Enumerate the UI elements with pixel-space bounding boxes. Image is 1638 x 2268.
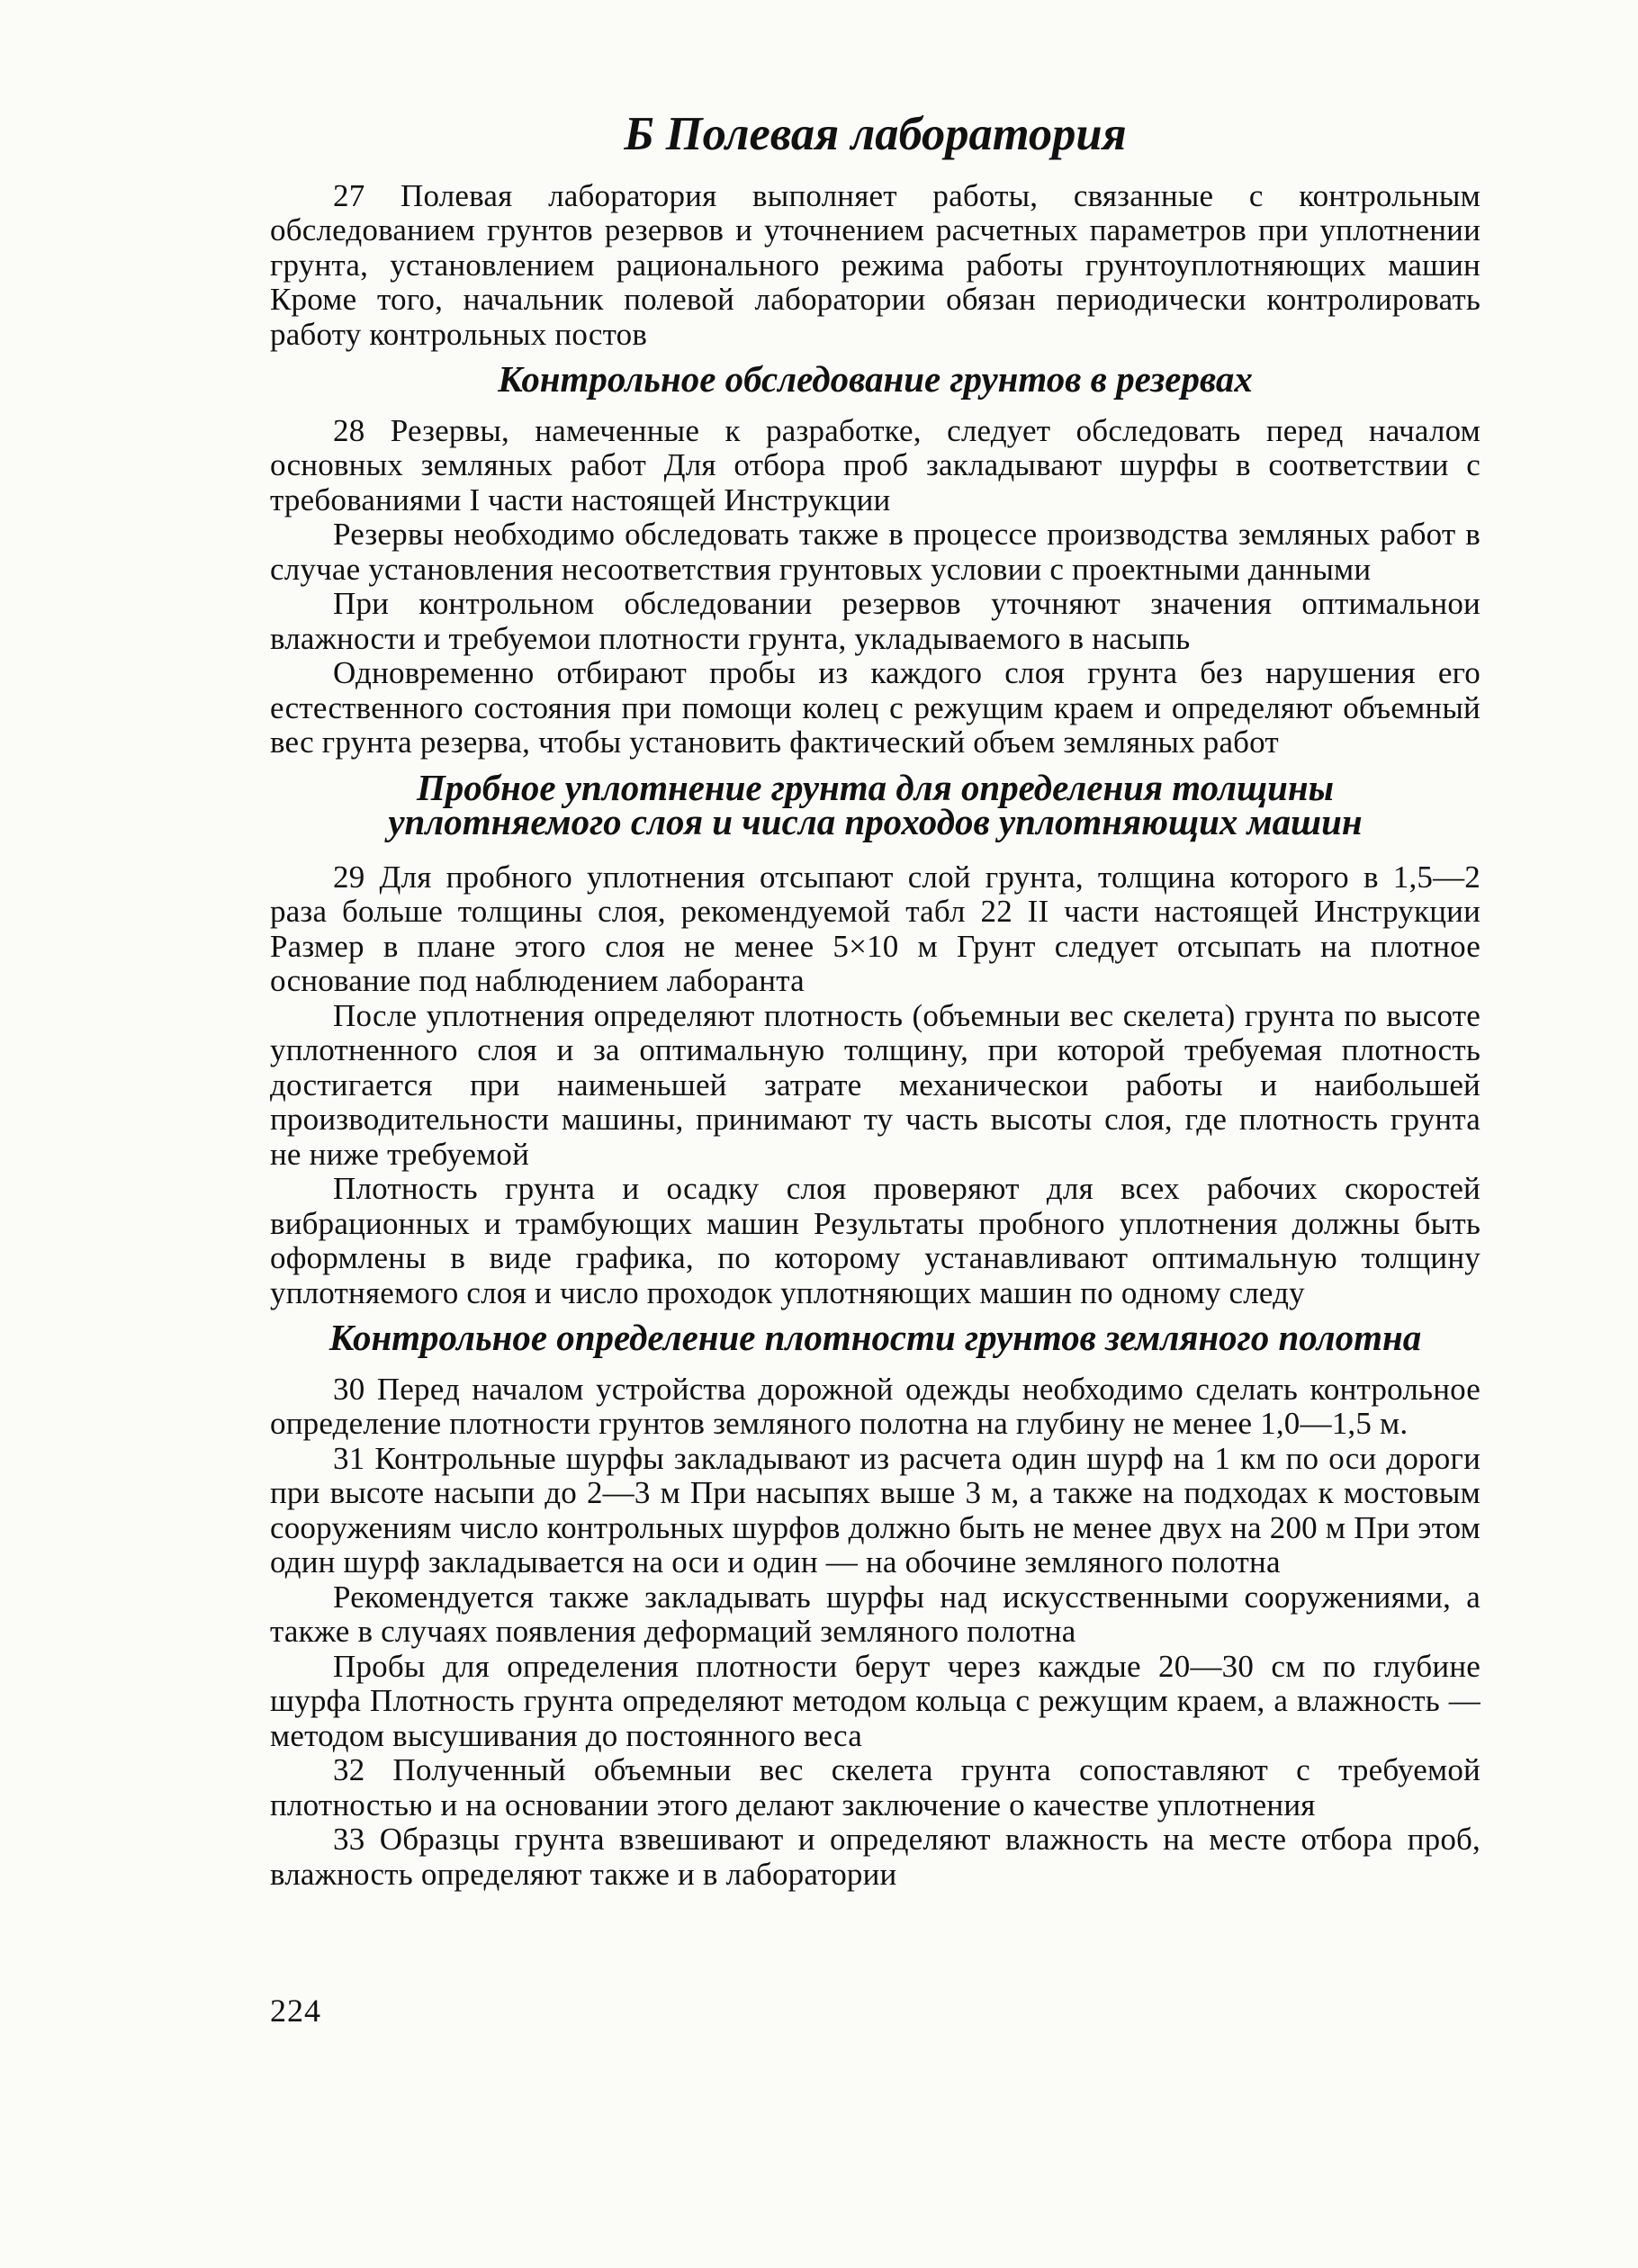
paragraph-28: 28 Резервы, намеченные к разработке, следует обследовать перед началом основных земляных работ Для отбора проб закладывают шурфы в соответствии с требованиями I части настоящей Инструкции	[270, 412, 1480, 518]
paragraph-28c: При контрольном обследовании резервов уточняют значения оптимальнои влажности и требуемои плотности грунта, укладываемого в насыпь	[270, 586, 1480, 656]
document-page	[270, 108, 1480, 2187]
paragraph-28d: Одновременно отбирают пробы из каждого слоя грунта без нарушения его естественного состояния при помощи колец с режущим краем и определяют объемный вес грунта резерва, чтобы установить фактический объем земляных работ	[270, 655, 1480, 760]
paragraph-29: 29 Для пробного уплотнения отсыпают слой грунта, толщина которого в 1,5—2 раза больше толщины слоя, рекомендуемой табл 22 II части настоящей Инструкции Размер в плане этого слоя не менее 5×10 м Грунт следует отсыпать на плотное основание под наблюдением лаборанта	[270, 859, 1480, 998]
paragraph-28b: Резервы необходимо обследовать также в процессе производства земляных работ в случае установления несоответствия грунтовых условии с проектными данными	[270, 517, 1480, 587]
paragraph-27: 27 Полевая лаборатория выполняет работы, связанные с контрольным обследованием грунтов резервов и уточнением расчетных параметров при уплотнении грунта, установлением рационального режима работы грунтоуплотняющих машин Кроме того, начальник полевой лаборатории обязан периодически контролировать работу контрольных постов	[270, 177, 1480, 352]
paragraph-31c: Пробы для определения плотности берут через каждые 20—30 см по глубине шурфа Плотность грунта определяют методом кольца с режущим краем, а влажность — методом высушивания до постоянного веса	[270, 1648, 1480, 1753]
paragraph-33: 33 Образцы грунта взвешивают и определяют влажность на месте отбора проб, влажность определяют также и в лаборатории	[270, 1822, 1480, 1892]
paragraph-31: 31 Контрольные шурфы закладывают из расчета один шурф на 1 км по оси дороги при высоте насыпи до 2—3 м При насыпях выше 3 м, а также на подходах к мостовым сооружениям число контрольных шурфов должно быть не менее двух на 200 м При этом один шурф закладывается на оси и один — на обочине земляного полотна	[270, 1440, 1480, 1580]
paragraph-29c: Плотность грунта и осадку слоя проверяют для всех рабочих скоростей вибрационных и трамбующих машин Результаты пробного уплотнения должны быть оформлены в виде графика, по которому устанавливают оптимальную толщину уплотняемого слоя и число проходок уплотняющих машин по одному следу	[270, 1171, 1480, 1310]
page-number: 224	[270, 1993, 321, 2029]
subtitle-control-survey: Контрольное обследование грунтов в резервах	[498, 359, 1253, 400]
subtitle-trial-compaction: Пробное уплотнение грунта для определения толщины уплотняемого слоя и числа проходов уплотняющих машин	[388, 767, 1363, 842]
paragraph-30: 30 Перед началом устройства дорожной одежды необходимо сделать контрольное определение плотности грунтов земляного полотна на глубину не менее 1,0—1,5 м.	[270, 1371, 1480, 1441]
paragraph-32: 32 Полученный объемныи вес скелета грунта сопоставляют с требуемой плотностью и на основании этого делают заключение о качестве уплотнения	[270, 1752, 1480, 1822]
section-title: Б Полевая лаборатория	[624, 108, 1127, 160]
subtitle-density-control: Контрольное определение плотности грунтов земляного полотна	[328, 1318, 1422, 1358]
paragraph-31b: Рекомендуется также закладывать шурфы над искусственными сооружениями, а также в случаях появления деформаций земляного полотна	[270, 1579, 1480, 1649]
paragraph-29b: После уплотнения определяют плотность (объемныи вес скелета) грунта по высоте уплотненного слоя и за оптимальную толщину, при которой требуемая плотность достигается при наименьшей затрате механическои работы и наибольшей производительности машины, принимают ту часть высоты слоя, где плотность грунта не ниже требуемой	[270, 997, 1480, 1172]
